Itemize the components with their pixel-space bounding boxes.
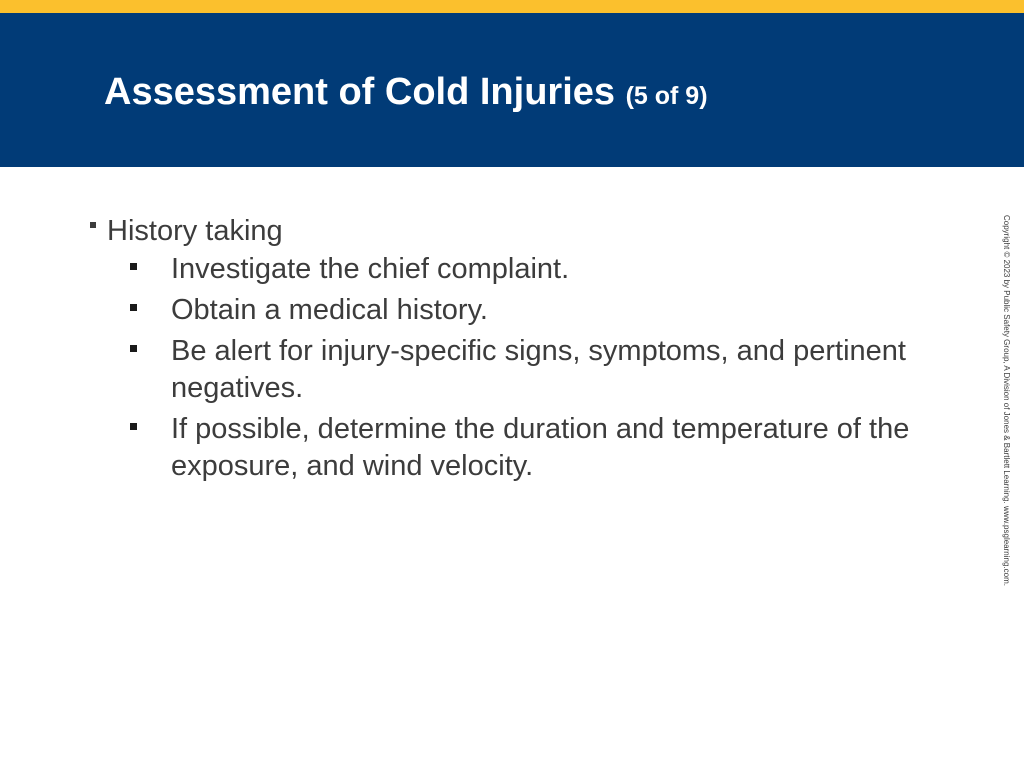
sub-bullet-item — [128, 411, 928, 485]
copyright-notice: Copyright © 2023 by Public Safety Group, A Division of Jones & Bartlett Learning. www.psglearning.com. — [1002, 215, 1011, 586]
square-bullet-icon — [130, 263, 137, 270]
bullet-text: History taking — [107, 215, 283, 247]
square-bullet-icon — [130, 304, 137, 311]
sub-bullet-item — [128, 333, 928, 407]
sub-bullet-text: Be alert for injury-specific signs, symptoms, and pertinent negatives. — [171, 335, 906, 404]
square-bullet-icon — [130, 345, 137, 352]
slide-title-text: Assessment of Cold Injuries — [104, 71, 616, 113]
square-bullet-icon — [90, 222, 96, 228]
sub-bullet-list — [128, 251, 928, 489]
sub-bullet-text: If possible, determine the duration and temperature of the exposure, and wind velocity. — [171, 413, 910, 482]
sub-bullet-text: Obtain a medical history. — [171, 294, 488, 326]
slide-counter: (5 of 9) — [625, 82, 708, 110]
square-bullet-icon — [130, 423, 137, 430]
sub-bullet-item — [128, 251, 928, 288]
sub-bullet-text: Investigate the chief complaint. — [171, 253, 570, 285]
sub-bullet-item — [128, 292, 928, 329]
